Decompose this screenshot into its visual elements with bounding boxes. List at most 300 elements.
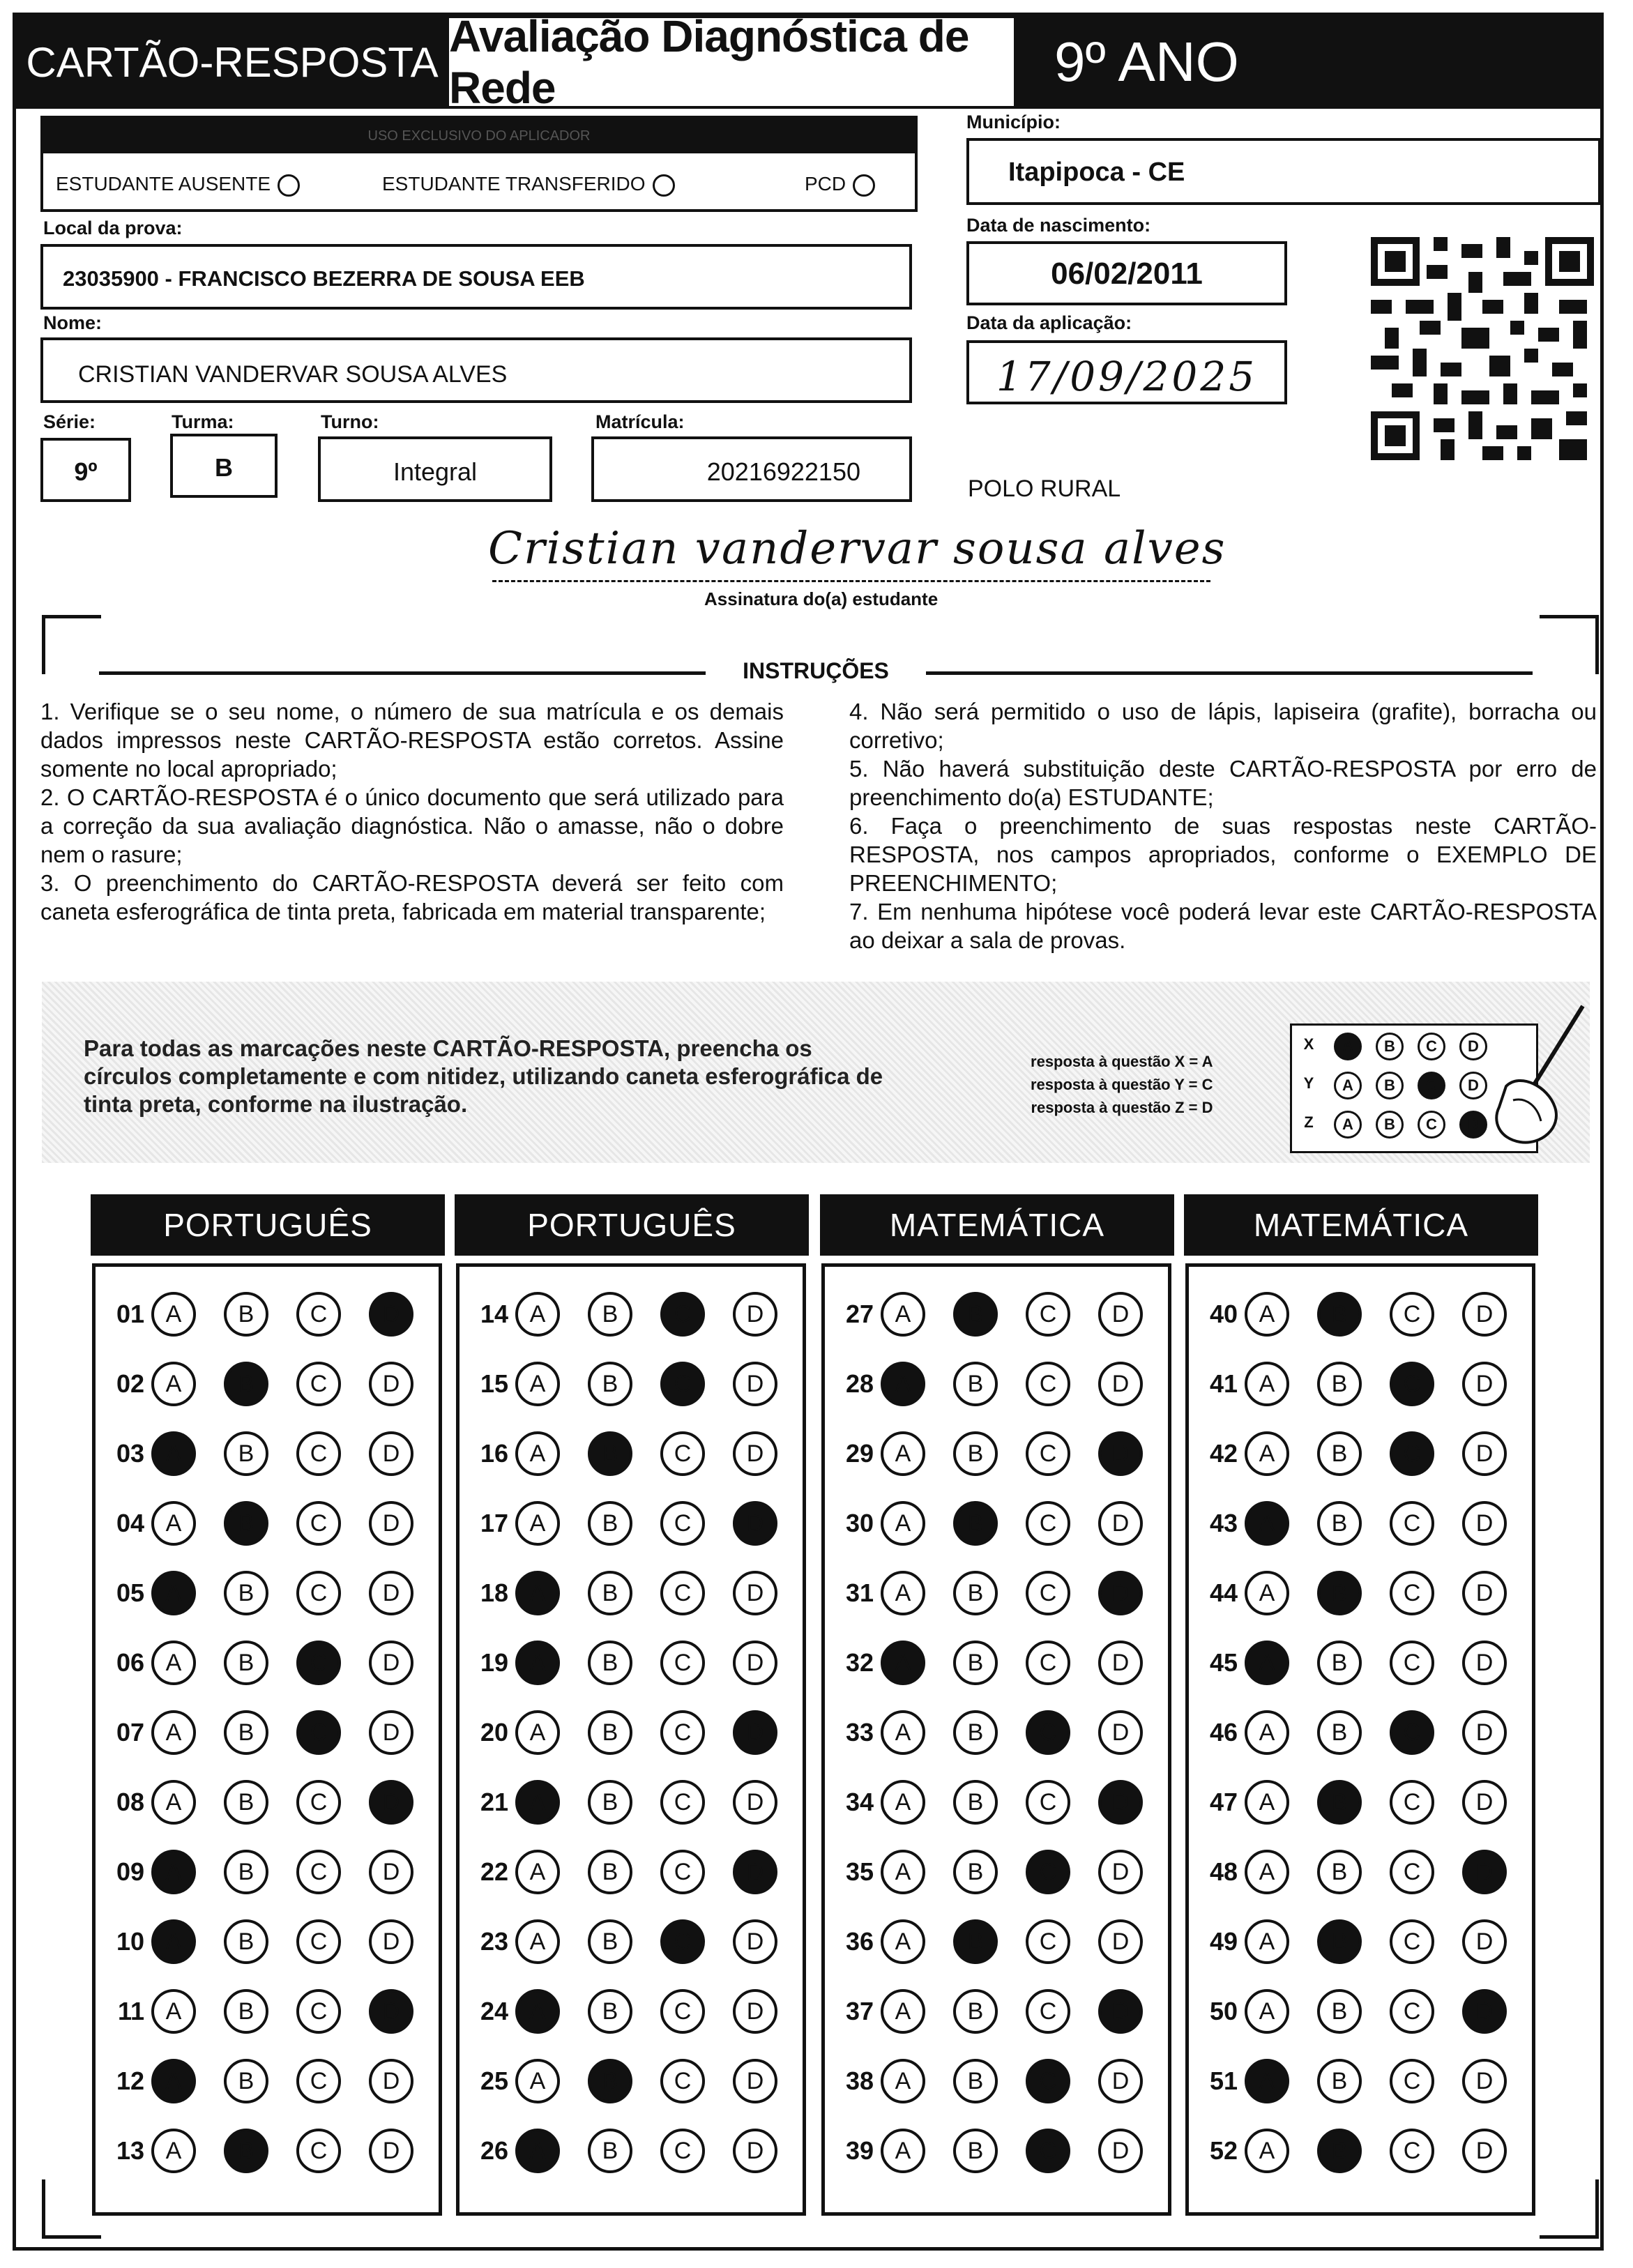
- instruction-7: 7. Em nenhuma hipótese você poderá levar este CARTÃO-RESPOSTA ao deixar a sala de provas.: [849, 899, 1597, 953]
- bubble-12-a[interactable]: A: [151, 2059, 196, 2103]
- bubble-11-a[interactable]: A: [151, 1989, 196, 2034]
- bubble-18-a[interactable]: A: [515, 1571, 560, 1615]
- bubble-01-b[interactable]: B: [224, 1292, 268, 1337]
- example-bubble-x-c: C: [1418, 1033, 1445, 1060]
- bubble-17-b[interactable]: B: [588, 1501, 632, 1546]
- bubble-40-a[interactable]: A: [1245, 1292, 1289, 1337]
- bubble-08-a[interactable]: A: [151, 1780, 196, 1825]
- bubble-20-a[interactable]: A: [515, 1710, 560, 1755]
- bubble-23-b[interactable]: B: [588, 1919, 632, 1964]
- question-number: 28: [845, 1369, 874, 1398]
- bubble-47-d[interactable]: D: [1462, 1780, 1507, 1825]
- bubble-01-c[interactable]: C: [296, 1292, 341, 1337]
- bubble-35-b[interactable]: B: [953, 1850, 998, 1894]
- bubble-51-c[interactable]: C: [1390, 2059, 1434, 2103]
- bubble-45-d[interactable]: D: [1462, 1641, 1507, 1685]
- bubble-11-b[interactable]: B: [224, 1989, 268, 2034]
- bubble-39-a[interactable]: A: [881, 2129, 925, 2173]
- question-row-45: [1189, 1635, 1507, 1691]
- bubble-15-b[interactable]: B: [588, 1362, 632, 1406]
- bubble-50-a[interactable]: A: [1245, 1989, 1289, 2034]
- bubble-03-d[interactable]: D: [369, 1431, 413, 1476]
- bubble-22-a[interactable]: A: [515, 1850, 560, 1894]
- bubble-39-c[interactable]: C: [1026, 2129, 1070, 2173]
- bubble-13-b[interactable]: B: [224, 2129, 268, 2173]
- bubble-16-a[interactable]: A: [515, 1431, 560, 1476]
- corner-bottom-right: [1540, 2179, 1599, 2239]
- question-row-31: [825, 1565, 1143, 1621]
- bubble-05-b[interactable]: B: [224, 1571, 268, 1615]
- bubble-15-d[interactable]: D: [733, 1362, 777, 1406]
- question-row-44: [1189, 1565, 1507, 1621]
- bubble-52-c[interactable]: C: [1390, 2129, 1434, 2173]
- bubble-34-b[interactable]: B: [953, 1780, 998, 1825]
- transferred-label: ESTUDANTE TRANSFERIDO: [382, 173, 646, 195]
- question-number: 43: [1209, 1509, 1238, 1537]
- transferred-option[interactable]: [382, 173, 675, 197]
- bubble-07-c[interactable]: C: [296, 1710, 341, 1755]
- bubble-31-a[interactable]: A: [881, 1571, 925, 1615]
- bubble-24-c[interactable]: C: [660, 1989, 705, 2034]
- bubble-23-d[interactable]: D: [733, 1919, 777, 1964]
- bubble-52-a[interactable]: A: [1245, 2129, 1289, 2173]
- bubble-15-a[interactable]: A: [515, 1362, 560, 1406]
- bubble-10-d[interactable]: D: [369, 1919, 413, 1964]
- question-number: 48: [1209, 1857, 1238, 1886]
- bubble-47-b[interactable]: B: [1317, 1780, 1362, 1825]
- signature-label: Assinatura do(a) estudante: [704, 588, 939, 609]
- bubble-25-d[interactable]: D: [733, 2059, 777, 2103]
- example-bubble-y-d: D: [1459, 1072, 1487, 1099]
- bubble-24-a[interactable]: A: [515, 1989, 560, 2034]
- question-row-49: [1189, 1914, 1507, 1970]
- question-number: 03: [116, 1439, 144, 1468]
- bubble-40-b[interactable]: B: [1317, 1292, 1362, 1337]
- bubble-38-a[interactable]: A: [881, 2059, 925, 2103]
- example-bubble-y-c: C: [1418, 1072, 1445, 1099]
- matricula-label: Matrícula:: [595, 411, 685, 432]
- bubble-30-d[interactable]: D: [1098, 1501, 1143, 1546]
- bubble-27-b[interactable]: B: [953, 1292, 998, 1337]
- bubble-49-d[interactable]: D: [1462, 1919, 1507, 1964]
- bubble-04-c[interactable]: C: [296, 1501, 341, 1546]
- question-row-35: [825, 1844, 1143, 1900]
- bubble-31-d[interactable]: D: [1098, 1571, 1143, 1615]
- bubble-21-b[interactable]: B: [588, 1780, 632, 1825]
- question-row-21: [459, 1774, 777, 1830]
- turno-box: [318, 436, 552, 502]
- bubble-45-c[interactable]: C: [1390, 1641, 1434, 1685]
- bubble-52-d[interactable]: D: [1462, 2129, 1507, 2173]
- nascimento-label: Data de nascimento:: [966, 215, 1151, 236]
- bubble-39-b[interactable]: B: [953, 2129, 998, 2173]
- bubble-05-c[interactable]: C: [296, 1571, 341, 1615]
- instruction-4: 4. Não será permitido o uso de lápis, lapiseira (grafite), borracha ou corretivo;: [849, 699, 1597, 753]
- question-row-43: [1189, 1495, 1507, 1551]
- bubble-09-b[interactable]: B: [224, 1850, 268, 1894]
- bubble-29-b[interactable]: B: [953, 1431, 998, 1476]
- bubble-35-a[interactable]: A: [881, 1850, 925, 1894]
- bubble-31-c[interactable]: C: [1026, 1571, 1070, 1615]
- bubble-08-d[interactable]: D: [369, 1780, 413, 1825]
- question-number: 15: [480, 1369, 508, 1398]
- bubble-22-b[interactable]: B: [588, 1850, 632, 1894]
- question-row-18: [459, 1565, 777, 1621]
- turma-box: [170, 434, 278, 498]
- answer-column-1: [92, 1263, 442, 2216]
- example-bubble-y-a: A: [1334, 1072, 1362, 1099]
- bubble-05-a[interactable]: A: [151, 1571, 196, 1615]
- bubble-08-c[interactable]: C: [296, 1780, 341, 1825]
- bubble-44-c[interactable]: C: [1390, 1571, 1434, 1615]
- bubble-50-d[interactable]: D: [1462, 1989, 1507, 2034]
- bubble-32-c[interactable]: C: [1026, 1641, 1070, 1685]
- instruction-6: 6. Faça o preenchimento de suas respostas neste CARTÃO-RESPOSTA, nos campos apropriados, conforme o EXEMPLO DE PREENCHIMENTO;: [849, 813, 1597, 896]
- bubble-21-c[interactable]: C: [660, 1780, 705, 1825]
- bubble-17-d[interactable]: D: [733, 1501, 777, 1546]
- question-number: 01: [116, 1300, 144, 1328]
- bubble-47-a[interactable]: A: [1245, 1780, 1289, 1825]
- question-row-20: [459, 1705, 777, 1760]
- question-number: 50: [1209, 1997, 1238, 2025]
- bubble-14-c[interactable]: C: [660, 1292, 705, 1337]
- bubble-04-a[interactable]: A: [151, 1501, 196, 1546]
- bubble-34-d[interactable]: D: [1098, 1780, 1143, 1825]
- bubble-31-b[interactable]: B: [953, 1571, 998, 1615]
- question-row-08: [96, 1774, 413, 1830]
- absent-radio[interactable]: [278, 174, 300, 197]
- bubble-36-a[interactable]: A: [881, 1919, 925, 1964]
- bubble-11-c[interactable]: C: [296, 1989, 341, 2034]
- bubble-06-a[interactable]: A: [151, 1641, 196, 1685]
- question-number: 33: [845, 1718, 874, 1746]
- bubble-09-c[interactable]: C: [296, 1850, 341, 1894]
- bubble-47-c[interactable]: C: [1390, 1780, 1434, 1825]
- corner-top-right: [1540, 615, 1599, 674]
- nome-label: Nome:: [43, 312, 102, 333]
- bubble-25-a[interactable]: A: [515, 2059, 560, 2103]
- bubble-41-d[interactable]: D: [1462, 1362, 1507, 1406]
- section-title-2: PORTUGUÊS: [455, 1194, 809, 1256]
- bubble-32-b[interactable]: B: [953, 1641, 998, 1685]
- bubble-13-c[interactable]: C: [296, 2129, 341, 2173]
- bubble-20-c[interactable]: C: [660, 1710, 705, 1755]
- bubble-16-b[interactable]: B: [588, 1431, 632, 1476]
- bubble-25-b[interactable]: B: [588, 2059, 632, 2103]
- bubble-08-b[interactable]: B: [224, 1780, 268, 1825]
- bubble-17-c[interactable]: C: [660, 1501, 705, 1546]
- pcd-radio[interactable]: [853, 174, 875, 197]
- question-row-07: [96, 1705, 413, 1760]
- municipio-box: [966, 138, 1601, 205]
- bubble-14-b[interactable]: B: [588, 1292, 632, 1337]
- bubble-27-c[interactable]: C: [1026, 1292, 1070, 1337]
- question-number: 07: [116, 1718, 144, 1746]
- bubble-43-a[interactable]: A: [1245, 1501, 1289, 1546]
- bubble-19-b[interactable]: B: [588, 1641, 632, 1685]
- local-value: 23035900 - FRANCISCO BEZERRA DE SOUSA EEB: [63, 266, 585, 291]
- bubble-03-a[interactable]: A: [151, 1431, 196, 1476]
- bubble-36-d[interactable]: D: [1098, 1919, 1143, 1964]
- bubble-25-c[interactable]: C: [660, 2059, 705, 2103]
- question-row-52: [1189, 2123, 1507, 2179]
- bubble-21-a[interactable]: A: [515, 1780, 560, 1825]
- bubble-42-a[interactable]: A: [1245, 1431, 1289, 1476]
- bubble-43-d[interactable]: D: [1462, 1501, 1507, 1546]
- bubble-27-a[interactable]: A: [881, 1292, 925, 1337]
- bubble-42-c[interactable]: C: [1390, 1431, 1434, 1476]
- bubble-19-a[interactable]: A: [515, 1641, 560, 1685]
- qr-code-icon: [1371, 237, 1594, 460]
- bubble-34-a[interactable]: A: [881, 1780, 925, 1825]
- question-number: 25: [480, 2067, 508, 2095]
- bubble-18-d[interactable]: D: [733, 1571, 777, 1615]
- bubble-50-b[interactable]: B: [1317, 1989, 1362, 2034]
- bubble-18-c[interactable]: C: [660, 1571, 705, 1615]
- bubble-30-c[interactable]: C: [1026, 1501, 1070, 1546]
- bubble-42-d[interactable]: D: [1462, 1431, 1507, 1476]
- bubble-17-a[interactable]: A: [515, 1501, 560, 1546]
- question-row-28: [825, 1356, 1143, 1412]
- question-number: 31: [845, 1578, 874, 1607]
- bubble-28-b[interactable]: B: [953, 1362, 998, 1406]
- bubble-30-b[interactable]: B: [953, 1501, 998, 1546]
- question-row-13: [96, 2123, 413, 2179]
- example-bubble-z-a: A: [1334, 1111, 1362, 1139]
- bubble-06-b[interactable]: B: [224, 1641, 268, 1685]
- bubble-46-b[interactable]: B: [1317, 1710, 1362, 1755]
- bubble-51-a[interactable]: A: [1245, 2059, 1289, 2103]
- bubble-44-d[interactable]: D: [1462, 1571, 1507, 1615]
- bubble-41-b[interactable]: B: [1317, 1362, 1362, 1406]
- bubble-26-c[interactable]: C: [660, 2129, 705, 2173]
- bubble-16-c[interactable]: C: [660, 1431, 705, 1476]
- question-row-27: [825, 1286, 1143, 1342]
- bubble-24-d[interactable]: D: [733, 1989, 777, 2034]
- question-row-48: [1189, 1844, 1507, 1900]
- bubble-51-d[interactable]: D: [1462, 2059, 1507, 2103]
- bubble-36-b[interactable]: B: [953, 1919, 998, 1964]
- bubble-14-d[interactable]: D: [733, 1292, 777, 1337]
- question-row-23: [459, 1914, 777, 1970]
- bubble-28-a[interactable]: A: [881, 1362, 925, 1406]
- bubble-33-d[interactable]: D: [1098, 1710, 1143, 1755]
- question-number: 26: [480, 2136, 508, 2165]
- question-row-09: [96, 1844, 413, 1900]
- bubble-35-d[interactable]: D: [1098, 1850, 1143, 1894]
- question-row-25: [459, 2053, 777, 2109]
- bubble-20-d[interactable]: D: [733, 1710, 777, 1755]
- exam-title: [449, 11, 1014, 113]
- question-row-36: [825, 1914, 1143, 1970]
- bubble-43-c[interactable]: C: [1390, 1501, 1434, 1546]
- question-number: 24: [480, 1997, 508, 2025]
- example-bubble-z-d: D: [1459, 1111, 1487, 1139]
- bubble-03-b[interactable]: B: [224, 1431, 268, 1476]
- bubble-02-c[interactable]: C: [296, 1362, 341, 1406]
- aplicacao-box[interactable]: [966, 340, 1287, 404]
- example-bubble-x-b: B: [1376, 1033, 1404, 1060]
- bubble-21-d[interactable]: D: [733, 1780, 777, 1825]
- bubble-22-d[interactable]: D: [733, 1850, 777, 1894]
- bubble-50-c[interactable]: C: [1390, 1989, 1434, 2034]
- signature-line[interactable]: [492, 580, 1210, 582]
- answer-column-2: [456, 1263, 806, 2216]
- card-title-text: CARTÃO-RESPOSTA: [26, 38, 439, 86]
- bubble-51-b[interactable]: B: [1317, 2059, 1362, 2103]
- bubble-45-b[interactable]: B: [1317, 1641, 1362, 1685]
- bubble-02-a[interactable]: A: [151, 1362, 196, 1406]
- question-number: 02: [116, 1369, 144, 1398]
- bubble-01-d[interactable]: D: [369, 1292, 413, 1337]
- bubble-29-a[interactable]: A: [881, 1431, 925, 1476]
- bubble-02-d[interactable]: D: [369, 1362, 413, 1406]
- bubble-12-c[interactable]: C: [296, 2059, 341, 2103]
- bubble-26-d[interactable]: D: [733, 2129, 777, 2173]
- bubble-46-d[interactable]: D: [1462, 1710, 1507, 1755]
- nascimento-value: 06/02/2011: [1051, 257, 1203, 291]
- bubble-20-b[interactable]: B: [588, 1710, 632, 1755]
- bubble-48-c[interactable]: C: [1390, 1850, 1434, 1894]
- pcd-option[interactable]: [805, 173, 875, 197]
- nome-box: [40, 337, 912, 403]
- bubble-49-c[interactable]: C: [1390, 1919, 1434, 1964]
- answer-column-4: [1185, 1263, 1535, 2216]
- bubble-26-a[interactable]: A: [515, 2129, 560, 2173]
- bubble-33-c[interactable]: C: [1026, 1710, 1070, 1755]
- example-text: Para todas as marcações neste CARTÃO-RESPOSTA, preencha os círculos completamente e com nitidez, utilizando caneta esferográfica de tinta preta, conforme na ilustração.: [84, 1035, 883, 1117]
- municipio-value: Itapipoca - CE: [1008, 158, 1185, 187]
- bubble-37-a[interactable]: A: [881, 1989, 925, 2034]
- bubble-30-a[interactable]: A: [881, 1501, 925, 1546]
- bubble-29-c[interactable]: C: [1026, 1431, 1070, 1476]
- bubble-10-c[interactable]: C: [296, 1919, 341, 1964]
- bubble-33-b[interactable]: B: [953, 1710, 998, 1755]
- bubble-37-c[interactable]: C: [1026, 1989, 1070, 2034]
- bubble-27-d[interactable]: D: [1098, 1292, 1143, 1337]
- bubble-16-d[interactable]: D: [733, 1431, 777, 1476]
- bubble-09-d[interactable]: D: [369, 1850, 413, 1894]
- bubble-12-d[interactable]: D: [369, 2059, 413, 2103]
- bubble-48-b[interactable]: B: [1317, 1850, 1362, 1894]
- bubble-09-a[interactable]: A: [151, 1850, 196, 1894]
- bubble-38-b[interactable]: B: [953, 2059, 998, 2103]
- aplicacao-handwritten: 17/09/2025: [996, 353, 1258, 400]
- question-number: 12: [116, 2067, 144, 2095]
- question-row-05: [96, 1565, 413, 1621]
- question-row-40: [1189, 1286, 1507, 1342]
- bubble-06-c[interactable]: C: [296, 1641, 341, 1685]
- bubble-33-a[interactable]: A: [881, 1710, 925, 1755]
- bubble-49-a[interactable]: A: [1245, 1919, 1289, 1964]
- bubble-44-a[interactable]: A: [1245, 1571, 1289, 1615]
- bubble-40-d[interactable]: D: [1462, 1292, 1507, 1337]
- bubble-39-d[interactable]: D: [1098, 2129, 1143, 2173]
- bubble-24-b[interactable]: B: [588, 1989, 632, 2034]
- example-question-label: X: [1303, 1035, 1314, 1053]
- bubble-01-a[interactable]: A: [151, 1292, 196, 1337]
- bubble-34-c[interactable]: C: [1026, 1780, 1070, 1825]
- turno-value: Integral: [393, 457, 478, 486]
- bubble-43-b[interactable]: B: [1317, 1501, 1362, 1546]
- bubble-04-d[interactable]: D: [369, 1501, 413, 1546]
- bubble-35-c[interactable]: C: [1026, 1850, 1070, 1894]
- bubble-45-a[interactable]: A: [1245, 1641, 1289, 1685]
- turma-value: B: [215, 453, 233, 482]
- bubble-07-b[interactable]: B: [224, 1710, 268, 1755]
- question-row-03: [96, 1426, 413, 1482]
- bubble-46-a[interactable]: A: [1245, 1710, 1289, 1755]
- bubble-48-a[interactable]: A: [1245, 1850, 1289, 1894]
- bubble-38-c[interactable]: C: [1026, 2059, 1070, 2103]
- bubble-05-d[interactable]: D: [369, 1571, 413, 1615]
- bubble-10-b[interactable]: B: [224, 1919, 268, 1964]
- bubble-22-c[interactable]: C: [660, 1850, 705, 1894]
- question-row-17: [459, 1495, 777, 1551]
- bubble-46-c[interactable]: C: [1390, 1710, 1434, 1755]
- turma-label: Turma:: [172, 411, 234, 432]
- bubble-06-d[interactable]: D: [369, 1641, 413, 1685]
- bubble-07-d[interactable]: D: [369, 1710, 413, 1755]
- bubble-11-d[interactable]: D: [369, 1989, 413, 2034]
- bubble-23-c[interactable]: C: [660, 1919, 705, 1964]
- bubble-13-d[interactable]: D: [369, 2129, 413, 2173]
- bubble-04-b[interactable]: B: [224, 1501, 268, 1546]
- bubble-32-a[interactable]: A: [881, 1641, 925, 1685]
- bubble-26-b[interactable]: B: [588, 2129, 632, 2173]
- question-number: 47: [1209, 1788, 1238, 1816]
- bubble-48-d[interactable]: D: [1462, 1850, 1507, 1894]
- instructions-rule-left: [99, 671, 706, 675]
- bubble-23-a[interactable]: A: [515, 1919, 560, 1964]
- bubble-29-d[interactable]: D: [1098, 1431, 1143, 1476]
- bubble-18-b[interactable]: B: [588, 1571, 632, 1615]
- bubble-28-d[interactable]: D: [1098, 1362, 1143, 1406]
- example-question-label: Z: [1304, 1113, 1314, 1131]
- transferred-radio[interactable]: [653, 174, 675, 197]
- question-row-10: [96, 1914, 413, 1970]
- bubble-36-c[interactable]: C: [1026, 1919, 1070, 1964]
- question-row-04: [96, 1495, 413, 1551]
- bubble-52-b[interactable]: B: [1317, 2129, 1362, 2173]
- question-number: 36: [845, 1927, 874, 1956]
- bubble-19-c[interactable]: C: [660, 1641, 705, 1685]
- bubble-49-b[interactable]: B: [1317, 1919, 1362, 1964]
- bubble-38-d[interactable]: D: [1098, 2059, 1143, 2103]
- bubble-28-c[interactable]: C: [1026, 1362, 1070, 1406]
- bubble-42-b[interactable]: B: [1317, 1431, 1362, 1476]
- bubble-02-b[interactable]: B: [224, 1362, 268, 1406]
- bubble-37-b[interactable]: B: [953, 1989, 998, 2034]
- bubble-32-d[interactable]: D: [1098, 1641, 1143, 1685]
- absent-option[interactable]: [56, 173, 300, 197]
- bubble-40-c[interactable]: C: [1390, 1292, 1434, 1337]
- question-row-37: [825, 1984, 1143, 2039]
- question-row-29: [825, 1426, 1143, 1482]
- bubble-41-c[interactable]: C: [1390, 1362, 1434, 1406]
- bubble-15-c[interactable]: C: [660, 1362, 705, 1406]
- bubble-14-a[interactable]: A: [515, 1292, 560, 1337]
- bubble-37-d[interactable]: D: [1098, 1989, 1143, 2034]
- bubble-07-a[interactable]: A: [151, 1710, 196, 1755]
- bubble-44-b[interactable]: B: [1317, 1571, 1362, 1615]
- bubble-41-a[interactable]: A: [1245, 1362, 1289, 1406]
- bubble-13-a[interactable]: A: [151, 2129, 196, 2173]
- bubble-10-a[interactable]: A: [151, 1919, 196, 1964]
- bubble-19-d[interactable]: D: [733, 1641, 777, 1685]
- bubble-03-c[interactable]: C: [296, 1431, 341, 1476]
- bubble-12-b[interactable]: B: [224, 2059, 268, 2103]
